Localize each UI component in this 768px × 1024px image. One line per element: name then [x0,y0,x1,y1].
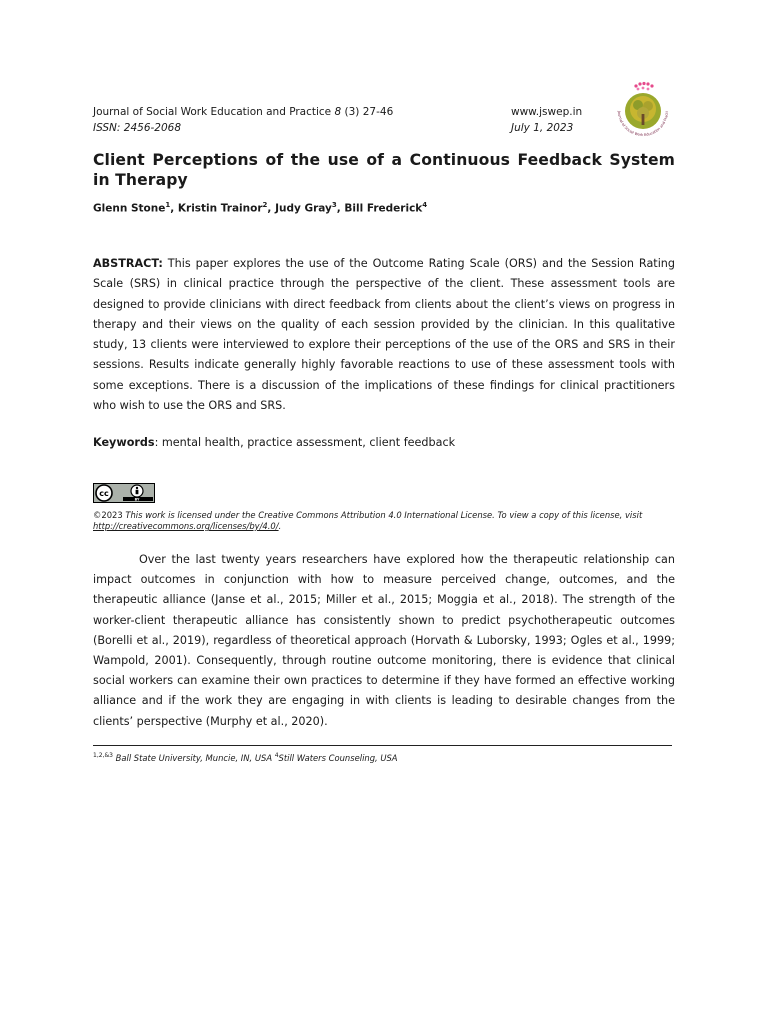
author-affiliation-marker: 1 [165,201,171,209]
journal-header-right [511,104,582,136]
author-name: Bill Frederick [344,202,423,215]
keywords-text: : mental health, practice assessment, client feedback [154,436,456,449]
license-link[interactable]: http://creativecommons.org/licenses/by/4.0/ [93,521,279,531]
journal-citation: Journal of Social Work Education and Practice 8 (3) 27-46 [93,106,394,118]
cc-badge-text: cc [99,489,109,498]
by-badge-text: BY [134,497,140,502]
author-name: Kristin Trainor [177,202,263,215]
tree-logo-icon [612,80,674,142]
abstract-text: This paper explores the use of the Outcome Rating Scale (ORS) and the Session Rating Scale (SRS) in clinical practice through the perspective of the client. These assessment tools are designed to provide clinicians with direct feedback from clients about the client’s views on progress in therapy and their views on the quality of each session provided by the clinician. In this qualitative study, 13 clients were interviewed to explore their perceptions of the use of the ORS and SRS in their sessions. Results indicate generally highly favorable reactions to use of these assessment tools with some exceptions. There is a discussion of the implications of these findings for clinical practitioners who wish to use the ORS and SRS. [93,257,675,413]
author-name: Glenn Stone [93,202,166,215]
affiliation-footnote: $^{1,2,\&3}$ Ball State University, Muncie, IN, USA $^4$Still Waters Counseling, USA [93,752,398,763]
publication-date: July 1, 2023 [511,122,574,134]
author-list: Glenn Stone$^1$, Kristin Trainor$^2$, Judy Gray$^3$, Bill Frederick$^4$ [93,201,428,215]
journal-volume: 8 [334,106,342,118]
journal-website[interactable]: www.jswep.in [511,106,583,118]
author-affiliation-marker: 2 [262,201,268,209]
keywords [93,436,455,449]
journal-header [93,104,393,136]
license-notice: ©2023 This work is licensed under the Creative Commons Attribution 4.0 International License. To view a copy of this license, visit http://creativecommons.org/licenses/by/4.0/. [93,510,643,531]
author-name: Judy Gray [275,202,332,215]
body-paragraph: Over the last twenty years researchers have explored how the therapeutic relationship can impact outcomes in conjunction with how to measure perceived change, outcomes, and the therapeutic alliance (Janse et al., 2015; Miller et al., 2015; Moggia et al., 2018). The strength of the worker-client therapeutic alliance has consistently shown to predict psychotherapeutic outcomes (Borelli et al., 2019), regardless of theoretical approach (Horvath & Luborsky, 1993; Ogles et al., 1999; Wampold, 2001). Consequently, through routine outcome monitoring, there is evidence that clinical social workers can examine their own practices to determine if they have formed an effective working alliance and if the work they are engaging in with clients is leading to desirable changes from the clients’ perspective (Murphy et al., 2020). [93,553,675,728]
footnote-divider [93,745,672,746]
abstract-label: ABSTRACT: [93,257,163,270]
cc-by-icon[interactable] [93,483,155,503]
author-affiliation-marker: 3 [331,201,337,209]
logo-ring-text: Journal of Social Work Education and Practi [616,110,670,138]
keywords-label: Keywords [93,436,155,449]
author-affiliation-marker: 4 [422,201,428,209]
journal-issn: ISSN: 2456-2068 [93,122,182,134]
paper-title: Client Perceptions of the use of a Continuous Feedback System in Therapy [93,151,675,189]
abstract [93,254,675,416]
